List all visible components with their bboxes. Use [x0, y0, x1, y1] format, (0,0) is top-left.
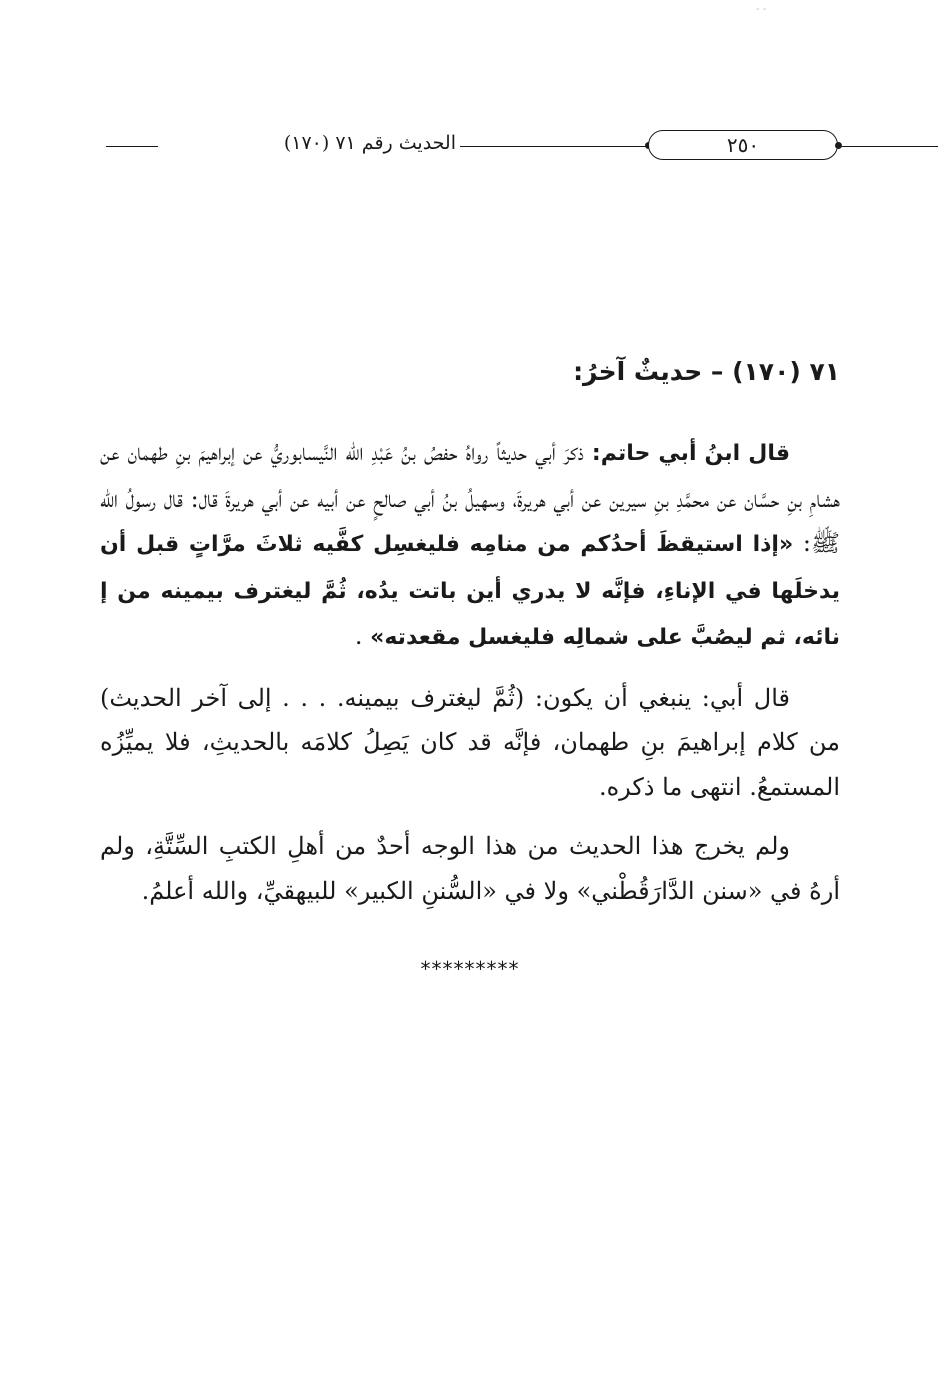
corner-mark: - -: [756, 4, 767, 15]
takhrij-note: ولم يخرج هذا الحديث من هذا الوجه أحدٌ من أهلِ الكتبِ السِّتَّةِ، ولم أرهُ في «سنن الدَّارَقُطْني» ولا في «السُّننِ الكبير» للبيهقيِّ، والله أعلمُ.: [100, 832, 840, 905]
running-title: الحديث رقم ٧١ (١٧٠): [283, 132, 456, 154]
narrator-lead: قال ابنُ أبي حاتم:: [591, 441, 790, 466]
quote-end: .: [354, 622, 371, 650]
ornament-dot-right: [835, 142, 842, 149]
running-header: [100, 130, 840, 164]
paragraph-2: [100, 676, 840, 810]
hadith-quote: «إذا استيقظَ أحدُكم من منامِه فليغسِل كفَّيه ثلاثَ مرَّاتٍ قبل أن يدخلَها في الإناءِ، فإنَّه لا يدري أين باتت يدُه، ثُمَّ ليغترف بيمينه من إ نائه، ثم ليصُبَّ على شمالِه فليغسل مقعدته»: [100, 532, 840, 650]
commentary-abu-hatim: قال أبي: ينبغي أن يكون: (ثُمَّ ليغترف بيمينه. . . . إلى آخر الحديث) من كلام إبراهيمَ بنِ طهمان، فإنَّه قد كان يَصِلُ كلامَه بالحديثِ، فلا يميِّزُه المستمعُ. انتهى ما ذكره.: [100, 683, 840, 801]
paragraph-3: [100, 824, 840, 913]
main-text: [100, 350, 840, 981]
section-separator: *********: [420, 957, 520, 981]
header-rule-left: [106, 146, 158, 147]
paragraph-1: [100, 430, 840, 661]
page-number: ٢٥٠: [648, 130, 838, 160]
header-rule-right: [842, 146, 938, 147]
isnad-text: ذكرَ أبي حديثاً رواهُ حفصُ بنُ عَبْدِ الله النَّيسابوريُّ عن إبراهيمَ بنِ طهمان عن هشامِ بنِ حسَّان عن محمَّدِ بنِ سيرين عن أبي هريرةَ، وسهيلُ بنُ أبي صالحٍ عن أبيه عن أبي هريرةَ قال: قال رسولُ الله ﷺ:: [100, 438, 840, 557]
hadith-heading: ٧١ (١٧٠) – حديثٌ آخرُ:: [573, 357, 840, 386]
